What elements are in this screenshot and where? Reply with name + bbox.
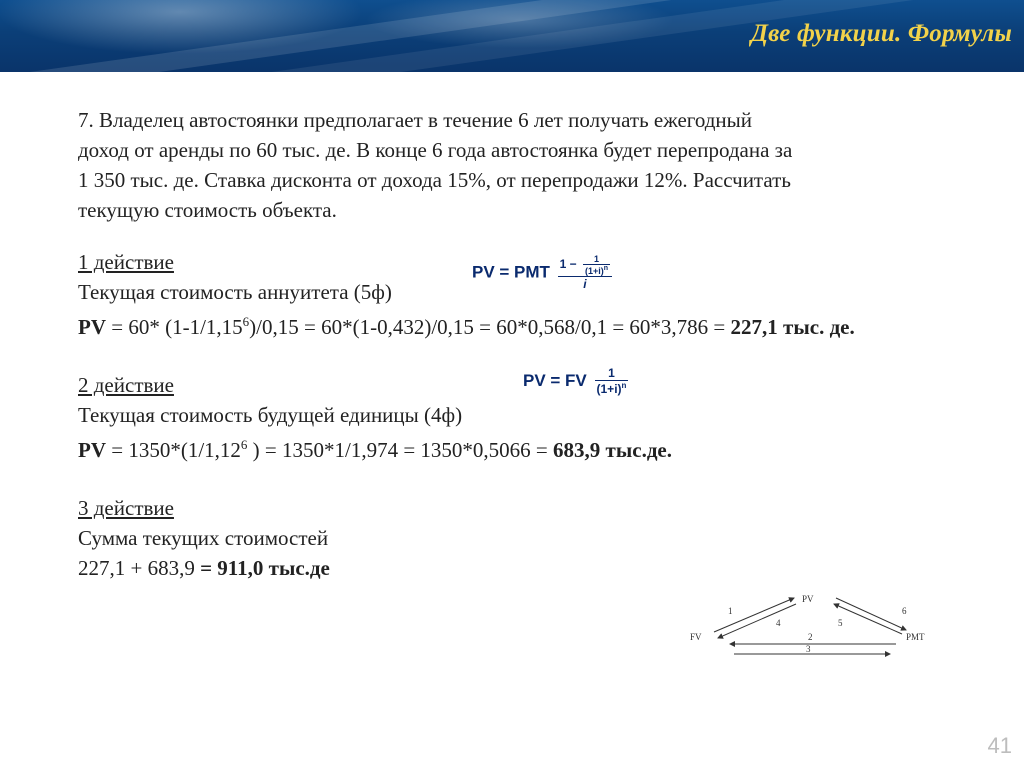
diagram-arrow-6 [836, 598, 906, 630]
inner-numerator: 1 [583, 254, 610, 265]
exponent: 6 [242, 314, 250, 329]
pv-label: PV [78, 438, 106, 462]
step-3-result: = 911,0 тыс.де [200, 556, 330, 580]
problem-line: текущую стоимость объекта. [78, 198, 337, 222]
diagram-num: 3 [806, 644, 811, 654]
calc-part: = 60* (1-1/1,15 [106, 315, 243, 339]
slide-body [78, 105, 958, 583]
formula-numerator: 1 [595, 366, 629, 381]
functions-diagram [684, 586, 944, 666]
diagram-label-pv: PV [802, 594, 814, 604]
step-2-result: 683,9 тыс.де. [553, 438, 673, 462]
inner-denominator [583, 265, 610, 276]
header-banner [0, 0, 1024, 72]
step-3-calculation [78, 553, 958, 583]
step-2-heading: 2 действие [78, 373, 174, 397]
exponent: n [621, 381, 627, 390]
formula-term: (1+i) [585, 266, 604, 276]
step-1-subtitle: Текущая стоимость аннуитета (5ф) [78, 280, 392, 304]
slide-title: Две функции. Формулы [750, 20, 1012, 47]
diagram-label-fv: FV [690, 632, 702, 642]
future-unit-formula [523, 366, 628, 396]
step-2 [78, 370, 958, 465]
formula-denominator: i [583, 277, 587, 291]
step-2-calculation [78, 430, 958, 465]
problem-line: 7. Владелец автостоянки предполагает в течение 6 лет получать ежегодный [78, 108, 753, 132]
exponent: 6 [240, 437, 248, 452]
step-3-heading: 3 действие [78, 496, 174, 520]
diagram-num: 5 [838, 618, 843, 628]
formula-term: (1+i) [596, 382, 622, 396]
formula-term: 1 − [559, 257, 577, 272]
step-1-result: 227,1 тыс. де. [730, 315, 855, 339]
annuity-formula [472, 254, 612, 291]
formula-lhs: PV = PMT [472, 262, 550, 282]
calc-part: ) = 1350*1/1,974 = 1350*0,5066 = [247, 438, 554, 462]
problem-statement [78, 105, 958, 225]
step-3-subtitle: Сумма текущих стоимостей [78, 526, 329, 550]
diagram-num: 6 [902, 606, 907, 616]
formula-numerator [558, 254, 612, 277]
diagram-num: 1 [728, 606, 733, 616]
problem-line: 1 350 тыс. де. Ставка дисконта от дохода 15%, от перепродажи 12%. Рассчитать [78, 168, 791, 192]
diagram-num: 2 [808, 632, 813, 642]
step-3 [78, 493, 958, 583]
diagram-label-pmt: PMT [906, 632, 925, 642]
exponent: n [603, 265, 609, 272]
diagram-arrow-1 [714, 598, 794, 632]
calc-part: 227,1 + 683,9 [78, 556, 201, 580]
step-2-subtitle: Текущая стоимость будущей единицы (4ф) [78, 403, 463, 427]
formula-denominator [595, 381, 629, 396]
formula-fraction [595, 366, 629, 396]
diagram-num: 4 [776, 618, 781, 628]
formula-fraction [558, 254, 612, 291]
calc-part: )/0,15 = 60*(1-0,432)/0,15 = 60*0,568/0,1 = 60*3,786 = [249, 315, 731, 339]
problem-line: доход от аренды по 60 тыс. де. В конце 6 года автостоянка будет перепродана за [78, 138, 793, 162]
pv-label: PV [78, 315, 106, 339]
page-number: 41 [987, 733, 1012, 758]
formula-lhs: PV = FV [523, 371, 587, 390]
step-1-calculation [78, 307, 958, 342]
diagram-arrow-5 [834, 604, 902, 634]
inner-fraction [583, 254, 610, 276]
calc-part: = 1350*(1/1,12 [106, 438, 241, 462]
step-1-heading: 1 действие [78, 250, 174, 274]
